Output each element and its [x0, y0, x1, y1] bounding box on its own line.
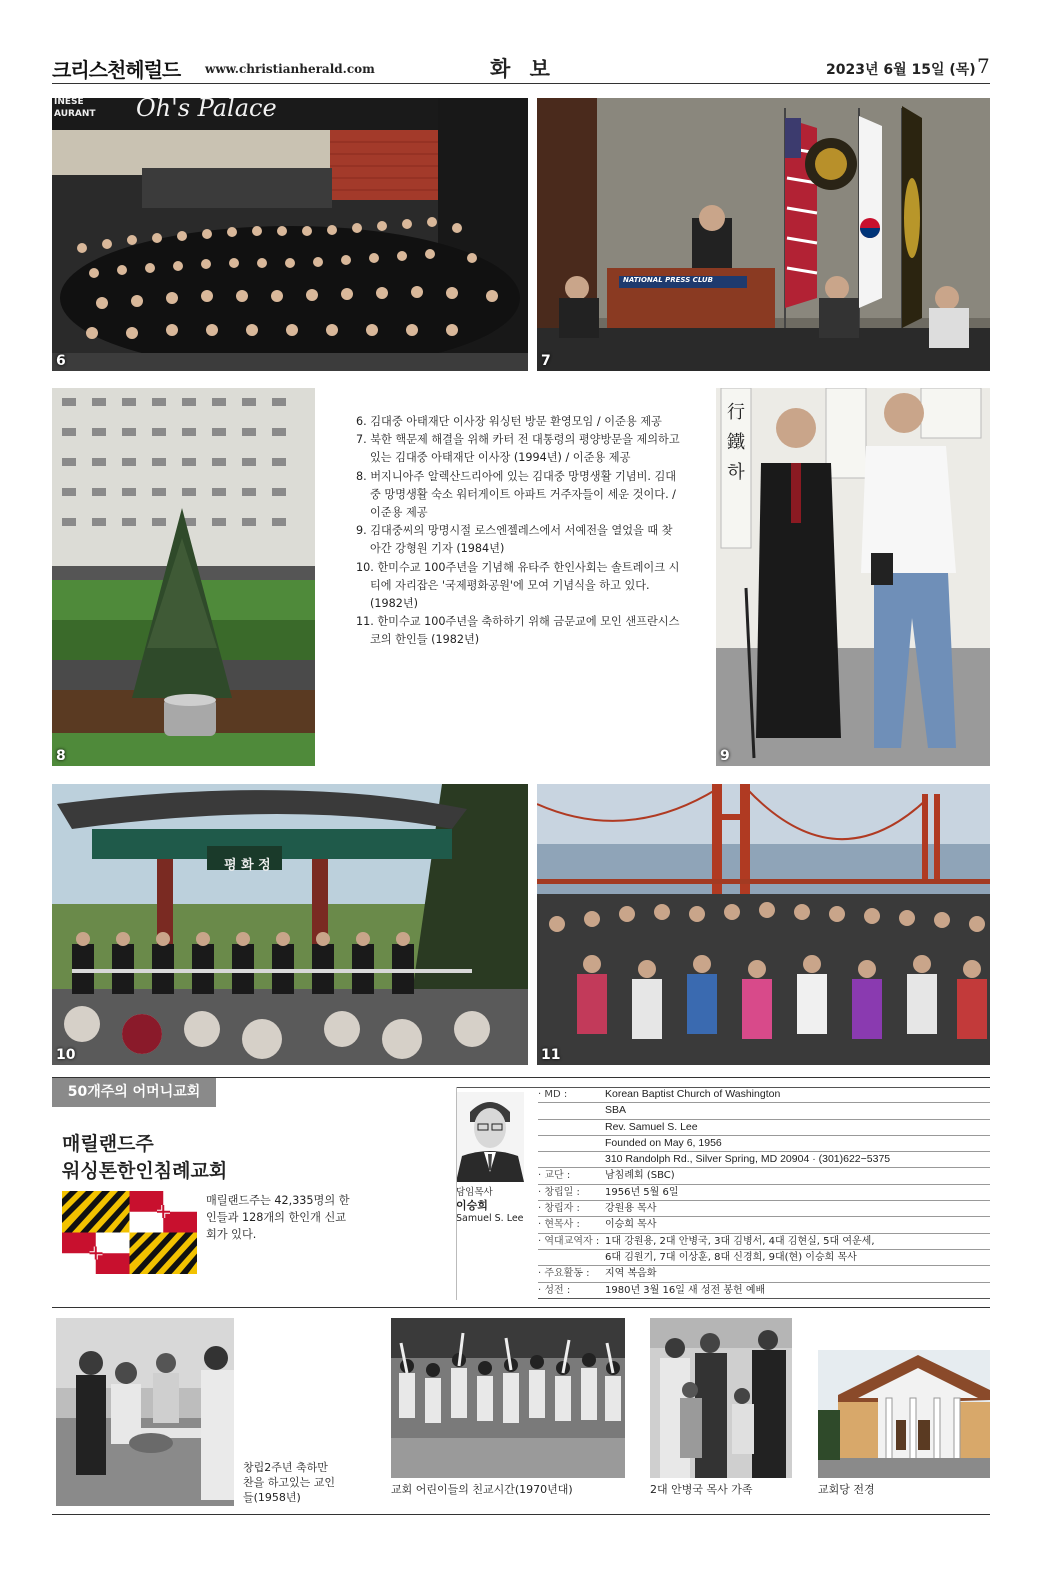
group-photo-illustration	[52, 98, 528, 371]
pavilion-illustration	[52, 784, 528, 1065]
photo-number: 10	[56, 1047, 76, 1063]
info-row	[538, 1120, 990, 1136]
issue-date: 2023년 6월 15일 (목)	[826, 62, 976, 78]
church-name	[62, 1131, 227, 1185]
info-value: 6대 김원기, 7대 이상훈, 8대 신경희, 9대(현) 이승희 목사	[605, 1251, 857, 1263]
pastor-portrait-graphic	[456, 1092, 524, 1182]
info-value: 남침례회 (SBC)	[605, 1170, 675, 1182]
info-row	[538, 1250, 990, 1266]
info-row	[538, 1168, 990, 1184]
info-row	[538, 1217, 990, 1233]
info-key	[538, 1103, 605, 1118]
info-value: 1956년 5월 6일	[605, 1186, 679, 1198]
svg-text:鐵: 鐵	[727, 432, 745, 453]
info-divider	[456, 1087, 457, 1300]
photo-7-press-club[interactable]	[537, 98, 990, 371]
pastor-name-en: Samuel S. Lee	[456, 1213, 524, 1224]
caption-11: 11. 한미수교 100주년을 축하하기 위해 금문교에 모인 샌프란시스코의 한인들 (1982년)	[356, 615, 680, 647]
info-key: · 역대교역자 :	[538, 1235, 600, 1247]
info-value: 이승희 목사	[605, 1219, 657, 1231]
pastor-role: 담임목사	[456, 1187, 493, 1198]
photo-number: 9	[720, 748, 730, 764]
photo-pastor-family[interactable]	[650, 1318, 792, 1478]
website-url[interactable]: www.christianherald.com	[205, 62, 375, 76]
info-key: · 창립자 :	[538, 1203, 580, 1215]
info-row	[538, 1266, 990, 1282]
info-row	[538, 1087, 990, 1103]
children-fellowship-illustration	[391, 1318, 625, 1478]
maryland-flag-graphic	[62, 1191, 197, 1274]
series-tag: 50개주의 어머니교회	[52, 1078, 216, 1107]
memorial-illustration	[52, 388, 315, 766]
caption-8: 8. 버지니아주 알렉산드리아에 있는 김대중 망명생활 기념비. 김대중 망명생활 숙소 워터게이트 아파트 거주자들이 세운 것이다. / 이준용 제공	[356, 469, 677, 520]
photo-number: 11	[541, 1047, 561, 1063]
page-number: 7	[977, 54, 990, 78]
info-row	[538, 1152, 990, 1168]
press-club-illustration	[537, 98, 990, 371]
photo-number: 8	[56, 748, 66, 764]
info-row	[538, 1283, 990, 1299]
caption-10: 10. 한미수교 100주년을 기념해 유타주 한인사회는 솔트레이크 시티에 자리잡은 '국제평화공원'에 모여 기념식을 하고 있다. (1982년)	[356, 560, 680, 611]
photo-anniversary-dinner[interactable]	[56, 1318, 234, 1506]
info-key	[538, 1250, 605, 1265]
caption-7: 7. 북한 핵문제 해결을 위해 카터 전 대통령의 평양방문을 제의하고 있는 김대중 아태재단 이사장 (1994년) / 이준용 제공	[356, 433, 680, 465]
podium-sign: NATIONAL PRESS CLUB	[623, 276, 713, 284]
info-value: Founded on May 6, 1956	[605, 1136, 722, 1149]
info-key: · 교단 :	[538, 1170, 571, 1182]
pastor-caption	[456, 1186, 524, 1225]
info-value: 1980년 3월 16일 새 성전 봉헌 예배	[605, 1284, 766, 1296]
info-key: · 현목사 :	[538, 1219, 580, 1231]
anniversary-dinner-illustration	[56, 1318, 234, 1506]
caption-6: 6. 김대중 아태재단 이사장 워싱턴 방문 환영모임 / 이준용 제공	[356, 415, 662, 428]
maryland-flag	[62, 1191, 197, 1274]
caption-children-fellowship: 교회 어린이들의 친교시간(1970년대)	[391, 1483, 573, 1496]
info-row	[538, 1103, 990, 1119]
bottom-section-rule	[52, 1307, 990, 1308]
restaurant-sign-left: INESE AURANT	[54, 98, 96, 119]
info-row	[538, 1234, 990, 1250]
photo-10-peace-pavilion[interactable]	[52, 784, 528, 1065]
info-key: · 창립일 :	[538, 1186, 580, 1198]
photo-church-building[interactable]	[818, 1350, 990, 1478]
info-key: · MD :	[538, 1089, 568, 1100]
info-key: · 주요활동 :	[538, 1268, 590, 1280]
info-value: SBA	[605, 1104, 627, 1117]
masthead: 크리스천헤럴드	[52, 58, 181, 82]
caption-9: 9. 김대중씨의 망명시절 로스엔젤레스에서 서예전을 열었을 때 찾아간 강형원 기자 (1984년)	[356, 524, 673, 556]
church-building-illustration	[818, 1350, 990, 1478]
caption-anniversary-dinner: 창립2주년 축하만 찬을 하고있는 교인 들(1958년)	[243, 1461, 336, 1504]
svg-text:하: 하	[727, 462, 745, 483]
info-key	[538, 1136, 605, 1151]
pastor-family-illustration	[650, 1318, 792, 1478]
info-value: 지역 복음화	[605, 1268, 657, 1280]
info-key	[538, 1120, 605, 1135]
photo-number: 7	[541, 353, 551, 369]
header-rule	[52, 83, 990, 84]
info-key	[538, 1152, 605, 1167]
photo-6-group-welcome[interactable]	[52, 98, 528, 371]
pavilion-plaque: 평 화 정	[224, 858, 271, 873]
maryland-stats: 매릴랜드주는 42,335명의 한인들과 128개의 한인개 신교회가 있다.	[206, 1194, 350, 1241]
golden-gate-illustration	[537, 784, 990, 1065]
info-value: 310 Randolph Rd., Silver Spring, MD 20904 · (301)622−5375	[605, 1153, 891, 1166]
caption-pastor-family: 2대 안병국 목사 가족	[650, 1483, 753, 1496]
pastor-name: 이승희	[456, 1199, 488, 1212]
info-value: 1대 강원용, 2대 안병국, 3대 김병서, 4대 김현실, 5대 여운세,	[605, 1235, 875, 1247]
calligraphy-illustration	[716, 388, 990, 766]
restaurant-sign: Oh's Palace	[136, 98, 277, 122]
church-name-line2: 워싱톤한인침례교회	[62, 1160, 228, 1182]
photo-9-calligraphy-exhibit[interactable]	[716, 388, 990, 766]
section-title: 화 보	[490, 57, 556, 81]
pastor-portrait	[456, 1092, 524, 1182]
church-name-line1: 매릴랜드주	[62, 1133, 154, 1155]
church-info-table	[538, 1087, 990, 1299]
info-value: Korean Baptist Church of Washington	[605, 1088, 781, 1100]
caption-church-building: 교회당 전경	[818, 1483, 875, 1496]
photo-8-memorial[interactable]	[52, 388, 315, 766]
info-row	[538, 1201, 990, 1217]
photo-11-golden-gate[interactable]	[537, 784, 990, 1065]
photo-captions	[356, 413, 680, 650]
photo-children-fellowship[interactable]	[391, 1318, 625, 1478]
info-value: Rev. Samuel S. Lee	[605, 1120, 698, 1133]
footer-rule	[52, 1514, 990, 1515]
info-row	[538, 1136, 990, 1152]
info-value: 강원용 목사	[605, 1203, 657, 1215]
info-row	[538, 1185, 990, 1201]
photo-number: 6	[56, 353, 66, 369]
info-key: · 성전 :	[538, 1284, 571, 1296]
svg-text:行: 行	[727, 402, 745, 423]
